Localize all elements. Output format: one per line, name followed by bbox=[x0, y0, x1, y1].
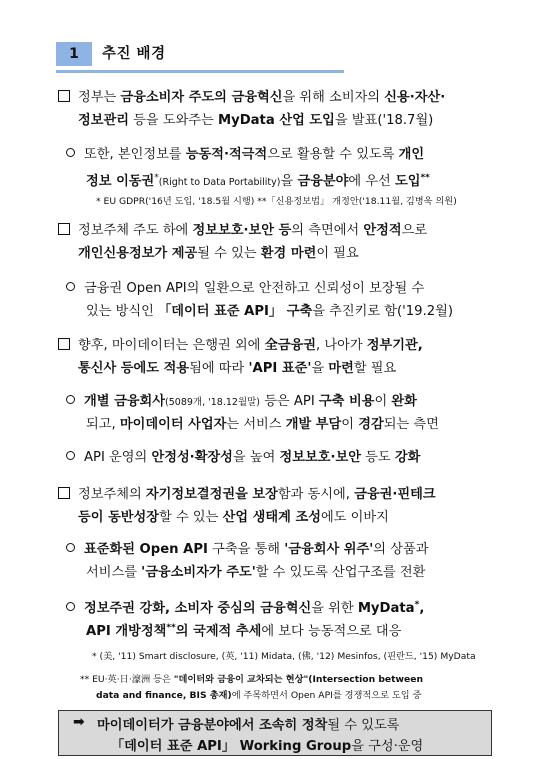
sub-bullet-3a-line-2 bbox=[86, 416, 439, 434]
bullet-3-line-1 bbox=[58, 337, 423, 355]
text-run: 금융소비자 주도의 금융혁신 bbox=[120, 90, 283, 105]
text-run: 정부는 bbox=[78, 90, 121, 105]
text-run: MyData bbox=[357, 601, 415, 616]
text-run: 의 상품과 bbox=[373, 542, 429, 557]
text-run: 개발 부담 bbox=[285, 417, 342, 432]
text-run: 에 주목하면서 Open API를 경쟁적으로 도입 중 bbox=[231, 690, 422, 701]
text-run: 신용·자산· bbox=[384, 90, 446, 105]
text-run: 개별 금융회사 bbox=[84, 394, 166, 409]
text-run: 정보주체 주도 하에 bbox=[78, 223, 193, 238]
footnote-1a: * EU GDPR('16년 도입, '18.5월 시행) **「신용정보법」 개정안('18.11월, 김병욱 의원) bbox=[96, 196, 457, 207]
text-run: 될 수 있는 bbox=[197, 246, 261, 261]
text-run: 강화 bbox=[394, 450, 421, 465]
sub-bullet-4b-line-2 bbox=[86, 619, 401, 641]
text-run: 에 우선 bbox=[348, 174, 395, 189]
section-title: 추진 배경 bbox=[102, 46, 166, 62]
square-bullet-icon bbox=[58, 487, 70, 499]
text-run: 을 발표('18.7월) bbox=[334, 113, 434, 128]
text-run: 개인신용정보가 제공 bbox=[78, 246, 198, 261]
bullet-2-line-1 bbox=[58, 222, 427, 240]
bullet-4-line-2 bbox=[78, 509, 389, 527]
circle-bullet-icon bbox=[66, 148, 75, 157]
text-run: 이 bbox=[374, 394, 392, 409]
sub-bullet-3b-line-1 bbox=[66, 449, 420, 467]
bullet-1-line-2 bbox=[78, 112, 433, 130]
text-run: 완화 bbox=[391, 394, 417, 409]
text-run: * bbox=[414, 600, 420, 610]
text-run: 도입 bbox=[394, 174, 421, 189]
square-bullet-icon bbox=[58, 338, 70, 350]
section-heading bbox=[56, 38, 344, 68]
text-run: 할 수 있는 bbox=[159, 510, 223, 525]
text-run: 에도 이바지 bbox=[320, 510, 389, 525]
circle-bullet-icon bbox=[66, 543, 75, 552]
text-run: ** bbox=[420, 173, 430, 183]
text-run: MyData 산업 도입 bbox=[217, 113, 335, 128]
text-run: 향후, 마이데이터는 은행권 외에 bbox=[78, 338, 265, 353]
text-run: * bbox=[154, 173, 159, 183]
sub-bullet-3a-line-1 bbox=[66, 393, 417, 412]
text-run: 할 수 있도록 산업구조를 전환 bbox=[255, 565, 426, 580]
conclusion-line-2 bbox=[111, 735, 423, 754]
text-run: ** bbox=[166, 623, 176, 633]
text-run: 의 국제적 추세 bbox=[175, 624, 262, 639]
text-run: 안정성·확장성 bbox=[151, 450, 233, 465]
text-run: 을 bbox=[311, 361, 329, 376]
text-run: 금융분야 bbox=[297, 174, 349, 189]
text-run: 정부기관, bbox=[366, 338, 423, 353]
text-run: 되는 측면 bbox=[383, 417, 439, 432]
bullet-1-line-1 bbox=[58, 89, 445, 107]
text-run: , bbox=[419, 601, 425, 616]
text-run: 을 구성·운영 bbox=[351, 739, 424, 754]
text-run: 등은 API bbox=[260, 394, 319, 409]
footnote-4b-2-line-2 bbox=[96, 687, 421, 705]
text-run: 으로 bbox=[401, 223, 428, 238]
conclusion-line-1 bbox=[97, 714, 399, 733]
text-run: API 개방정책 bbox=[86, 624, 167, 639]
text-run: 있는 방식인 bbox=[86, 304, 159, 319]
text-run: 산업 생태계 조성 bbox=[222, 510, 321, 525]
text-run: 을 위해 소비자의 bbox=[282, 90, 385, 105]
text-run: 서비스를 bbox=[86, 565, 142, 580]
text-run: 구축을 통해 bbox=[207, 542, 285, 557]
text-run: 할 필요 bbox=[353, 361, 397, 376]
square-bullet-icon bbox=[58, 90, 70, 102]
text-run: 으로 활용할 수 있도록 bbox=[267, 147, 399, 162]
text-run: 자기정보결정권을 보장 bbox=[145, 487, 278, 502]
bullet-2-line-2 bbox=[78, 245, 359, 263]
text-run: 등을 도와주는 bbox=[128, 113, 218, 128]
conclusion-box bbox=[58, 710, 492, 756]
text-run: 통신사 등에도 적용 bbox=[78, 361, 190, 376]
text-run: 마련 bbox=[328, 361, 354, 376]
circle-bullet-icon bbox=[66, 451, 75, 460]
text-run: 마이데이터 사업자 bbox=[119, 417, 227, 432]
text-run: 정보주체의 bbox=[78, 487, 146, 502]
text-run: 을 bbox=[280, 174, 298, 189]
circle-bullet-icon bbox=[66, 282, 75, 291]
circle-bullet-icon bbox=[66, 395, 75, 404]
text-run: 는 서비스 bbox=[226, 417, 286, 432]
sub-bullet-2a-line-2 bbox=[86, 303, 453, 321]
text-run: 을 높여 bbox=[232, 450, 280, 465]
text-run: , 나아가 bbox=[315, 338, 367, 353]
text-run: 'API 표준' bbox=[248, 361, 312, 376]
text-run: 「데이터 표준 API」 구축 bbox=[158, 304, 313, 319]
text-run: 등도 bbox=[360, 450, 395, 465]
right-arrow-icon: ➡ bbox=[73, 714, 85, 730]
text-run: 금융권 Open API의 일환으로 안전하고 신뢰성이 보장될 수 bbox=[84, 281, 425, 296]
text-run: 이 bbox=[341, 417, 359, 432]
text-run: 표준화된 Open API bbox=[84, 542, 208, 557]
text-run: 全금융권 bbox=[264, 338, 316, 353]
text-run: 능동적·적극적 bbox=[185, 147, 268, 162]
text-run: 정보보호·보안 등 bbox=[192, 223, 292, 238]
text-run: API 운영의 bbox=[84, 450, 152, 465]
sub-bullet-4a-line-2 bbox=[86, 564, 425, 582]
text-run: 개인 bbox=[398, 147, 425, 162]
text-run: 환경 마련 bbox=[260, 246, 317, 261]
square-bullet-icon bbox=[58, 223, 70, 235]
sub-bullet-1a-line-2 bbox=[86, 169, 430, 192]
text-run: (5089개, '18.12월말) bbox=[165, 397, 260, 408]
bullet-4-line-1 bbox=[58, 486, 436, 504]
text-run: 안정적 bbox=[363, 223, 402, 238]
text-run: 또한, 본인정보를 bbox=[84, 147, 186, 162]
text-run: 마이데이터가 금융분야에서 조속히 정착 bbox=[97, 718, 328, 733]
text-run: 을 위한 bbox=[311, 601, 358, 616]
text-run: 경감 bbox=[358, 417, 384, 432]
text-run: '금융소비자가 주도' bbox=[141, 565, 256, 580]
text-run: 의 측면에서 bbox=[291, 223, 364, 238]
text-run: 정보주권 강화, 소비자 중심의 금융혁신 bbox=[84, 601, 312, 616]
bullet-3-line-2 bbox=[78, 360, 396, 378]
sub-bullet-1a-line-1 bbox=[66, 146, 424, 164]
text-run: 정보보호·보안 bbox=[279, 450, 361, 465]
text-run: 「데이터 표준 API」 Working Group bbox=[111, 739, 352, 754]
footnote-4b-1: * (美, '11) Smart disclosure, (英, '11) Midata, (佛, '12) Mesinfos, (핀란드, '15) MyData bbox=[92, 651, 476, 662]
text-run: 되고, bbox=[86, 417, 120, 432]
text-run: 됨에 따라 bbox=[189, 361, 249, 376]
sub-bullet-4b-line-1 bbox=[66, 596, 424, 618]
sub-bullet-2a-line-1 bbox=[66, 280, 424, 298]
text-run: 함과 동시에, bbox=[277, 487, 355, 502]
text-run: "데이터와 금융이 교차되는 현상"(Intersection between bbox=[173, 674, 424, 685]
text-run: (Right to Data Portability) bbox=[158, 177, 281, 188]
text-run: 이 필요 bbox=[316, 246, 359, 261]
sub-bullet-4a-line-1 bbox=[66, 541, 428, 559]
circle-bullet-icon bbox=[66, 602, 75, 611]
text-run: 될 수 있도록 bbox=[327, 718, 400, 733]
heading-underline bbox=[56, 70, 344, 73]
text-run: 등이 동반성장 bbox=[78, 510, 160, 525]
text-run: '금융회사 위주' bbox=[284, 542, 374, 557]
text-run: 금융권·핀테크 bbox=[354, 487, 436, 502]
text-run: data and finance, BIS 총재) bbox=[96, 690, 232, 701]
text-run: 에 보다 능동적으로 대응 bbox=[261, 624, 402, 639]
text-run: 정보 이동권 bbox=[86, 174, 155, 189]
text-run: ** EU·英·日·濠洲 등은 bbox=[80, 674, 174, 685]
section-number: 1 bbox=[56, 42, 92, 66]
text-run: 정보관리 bbox=[78, 113, 129, 128]
text-run: 구축 비용 bbox=[318, 394, 375, 409]
text-run: 을 추진키로 함('19.2월) bbox=[312, 304, 454, 319]
